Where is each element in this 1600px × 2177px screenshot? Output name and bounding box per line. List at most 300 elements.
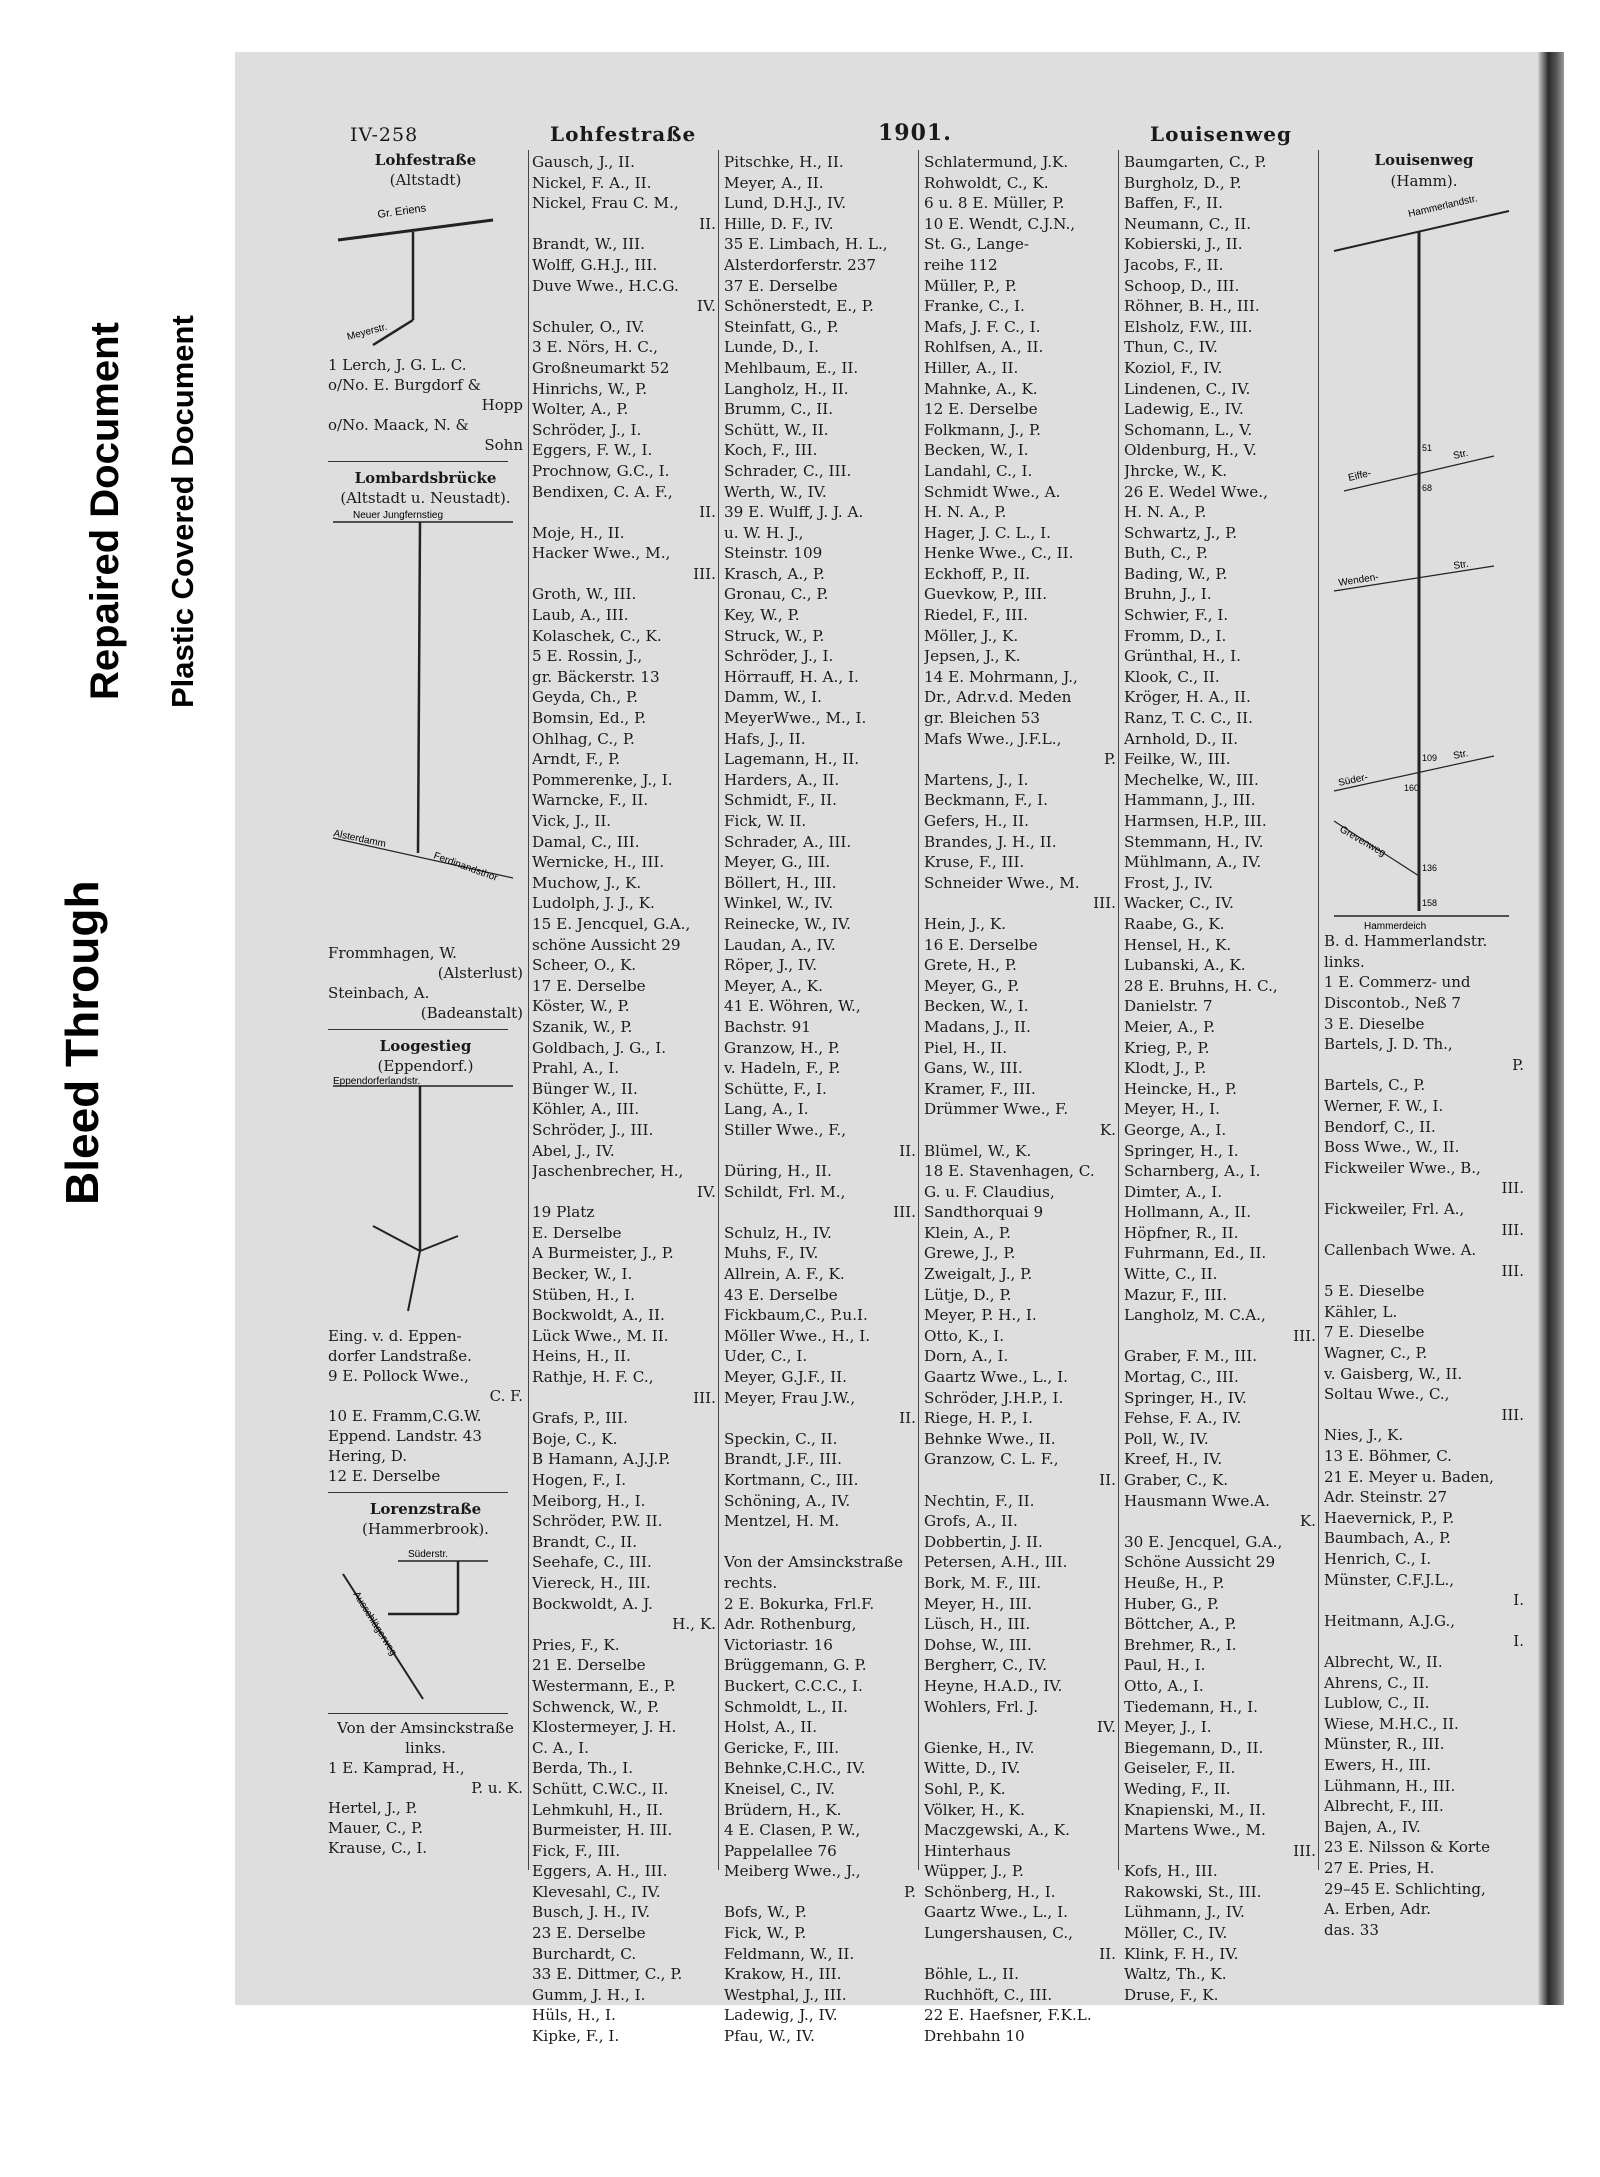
list-item: Haevernick, P., P. [1324,1508,1455,1527]
list-item: P. u. K. [471,1779,523,1797]
list-item: Heincke, H., P. [1124,1079,1237,1098]
list-item: Beckmann, F., I. [924,791,1049,810]
list-item: Meyer, G., III. [724,853,831,872]
list-item: 21 E. Meyer u. Baden, [1324,1467,1494,1486]
list-item: Koch, F., III. [724,441,818,460]
list-item: Langholz, M. C.A., [1124,1306,1266,1325]
lohfestrasse-title: Lohfestraße [374,151,477,169]
list-item: Stiller Wwe., F., [724,1120,847,1139]
column-rule [1118,150,1119,1870]
list-item: Fickweiler Wwe., B., [1324,1158,1481,1177]
list-item: Bading, W., P. [1124,564,1228,583]
list-item: C. A., I. [532,1738,590,1757]
list-item: Gaartz Wwe., L., I. [924,1903,1068,1922]
list-item: Behnke Wwe., II. [924,1429,1056,1448]
list-item: 1 Lerch, J. G. L. C. [328,356,467,374]
map-number: 51 [1422,443,1433,454]
list-item: Riedel, F., III. [924,606,1028,625]
map-label: Grevenweg [1337,824,1388,860]
list-item: Lück Wwe., M. II. [532,1326,669,1345]
list-item: George, A., I. [1124,1120,1227,1139]
list-item: Völker, H., K. [924,1800,1025,1819]
list-item: Bomsin, Ed., P. [532,709,647,728]
list-item: Ladewig, E., IV. [1124,400,1244,419]
list-item: Buckert, C.C.C., I. [724,1676,863,1695]
list-item: 41 E. Wöhren, W., [724,997,861,1016]
list-item: Meyer, H., III. [924,1594,1032,1613]
list-item: Kortmann, C., III. [724,1471,859,1489]
list-item: Fick, W., P. [724,1924,807,1943]
list-item: Nickel, F. A., II. [532,173,652,192]
list-item: Brüggemann, G. P. [724,1656,867,1675]
list-item: P. [1104,750,1116,769]
list-item: Otto, K., I. [924,1326,1005,1345]
louisenweg-title: Louisenweg [1374,151,1474,169]
list-item: Wagner, C., P. [1324,1344,1428,1363]
list-item: Callenbach Wwe. A. [1324,1241,1477,1260]
map-number: 109 [1422,753,1438,764]
list-item: Bockwoldt, A., II. [532,1306,665,1325]
list-item: Wernicke, H., III. [532,853,665,872]
list-item: 22 E. Haefsner, F.K.L. [924,2006,1092,2025]
list-item: Frost, J., IV. [1124,873,1214,892]
list-item: 16 E. Derselbe [924,935,1038,954]
list-item: rechts. [724,1573,778,1592]
list-item: Klook, C., II. [1124,667,1220,686]
list-item: Reinecke, W., IV. [724,914,851,933]
list-item: Petersen, A.H., III. [924,1553,1068,1572]
section-divider [328,461,508,462]
list-item: Hinrichs, W., P. [532,379,648,398]
list-item: Fickbaum,C., P.u.I. [724,1306,868,1325]
list-item: H. N. A., P. [1124,503,1207,522]
list-item: Grete, H., P. [924,956,1017,975]
list-item: Fick, W. II. [724,812,807,830]
list-item: Langholz, H., II. [724,379,849,398]
section-divider [328,1492,508,1493]
list-item: Eppend. Landstr. 43 [328,1427,482,1445]
list-item: Scharnberg, A., I. [1124,1162,1261,1181]
list-item: Großneumarkt 52 [532,358,670,377]
resident-column-4 [1124,152,1316,2005]
list-item: (Alsterlust) [437,964,523,982]
list-item: I. [1513,1591,1524,1610]
list-item: II. [1099,1944,1116,1963]
list-item: Bartels, C., P. [1324,1076,1426,1095]
list-item: Rakowski, St., III. [1124,1882,1262,1901]
list-item: Wolter, A., P. [532,400,629,419]
list-item: Wacker, C., IV. [1124,894,1234,913]
list-item: Röper, J., IV. [724,956,818,975]
list-item: Münster, C.F.J.L., [1324,1570,1455,1589]
list-item: 4 E. Clasen, P. W., [724,1821,861,1840]
list-item: Burgholz, D., P. [1124,173,1242,192]
list-item: MeyerWwe., M., I. [724,709,867,728]
list-item: Böllert, H., III. [724,873,837,892]
list-item: P. [904,1882,916,1901]
list-item: H., K. [672,1615,716,1634]
map-label: Gr. Eriens [376,202,427,221]
list-item: Dobbertin, J. II. [924,1532,1043,1551]
list-item: Guevkow, P., III. [924,585,1048,604]
list-item: Schoop, D., III. [1124,276,1240,295]
louisenweg-map [1324,191,1524,931]
list-item: Meyer, P. H., I. [924,1306,1037,1325]
list-item: 5 E. Dieselbe [1324,1282,1425,1301]
list-item: Geyda, Ch., P. [532,688,638,707]
list-item: Werth, W., IV. [724,482,827,501]
list-item: Lubanski, A., K. [1124,956,1246,975]
list-item: Schütte, F., I. [724,1079,827,1098]
list-item: Klevesahl, C., IV. [532,1882,661,1901]
list-item: Gausch, J., II. [532,153,635,171]
list-item: Hafs, J., II. [724,729,806,748]
list-item: Mehlbaum, E., II. [724,358,859,377]
list-item: Lehmkuhl, H., II. [532,1800,664,1819]
list-item: Schröder, P.W. II. [532,1512,663,1531]
list-item: Nies, J., K. [1324,1426,1404,1445]
list-item: Martens Wwe., M. [1124,1821,1266,1840]
list-item: Holst, A., II. [724,1718,818,1737]
list-item: o/No. E. Burgdorf & [328,376,481,394]
list-item: Jepsen, J., K. [924,647,1021,666]
list-item: Sohl, P., K. [924,1779,1006,1798]
list-item: Hopp [481,396,523,414]
list-item: Gericke, F., III. [724,1738,840,1757]
list-item: Mentzel, H. M. [724,1512,840,1531]
list-item: Hammann, J., III. [1124,791,1256,810]
list-item: Drehbahn 10 [924,2027,1025,2046]
list-item: Kneisel, C., IV. [724,1779,835,1798]
list-item: Lagemann, H., II. [724,750,860,769]
list-item: B. d. Hammerlandstr. [1324,932,1488,951]
list-item: Alsterdorferstr. 237 [724,255,877,274]
list-item: Stüben, H., I. [532,1285,635,1304]
list-item: I. [1513,1632,1524,1651]
list-item: III. [893,1203,916,1222]
list-item: St. G., Lange- [924,235,1029,254]
list-item: Boje, C., K. [532,1429,618,1448]
list-item: gr. Bleichen 53 [924,709,1041,728]
list-item: Grafs, P., III. [532,1409,628,1428]
list-item: Viereck, H., III. [532,1573,651,1592]
list-item: Otto, A., I. [1124,1676,1204,1695]
list-item: Lunde, D., I. [724,338,819,357]
loogestieg-map [328,1076,523,1321]
list-item: Meiberg Wwe., J., [724,1862,861,1881]
list-item: Danielstr. 7 [1124,997,1213,1016]
list-item: 28 E. Bruhns, H. C., [1124,976,1278,995]
list-item: Von der Amsinckstraße [337,1719,514,1737]
list-item: Münster, R., III. [1324,1735,1445,1754]
list-item: Abel, J., IV. [532,1141,615,1160]
list-item: Hein, J., K. [924,914,1007,933]
list-item: 14 E. Mohrmann, J., [924,667,1078,686]
list-item: Knapienski, M., II. [1124,1800,1266,1819]
list-item: Hiller, A., II. [924,358,1019,377]
list-item: Graber, C., K. [1124,1471,1229,1489]
list-item: 9 E. Pollock Wwe., [328,1367,469,1385]
list-item: Henke Wwe., C., II. [924,544,1074,563]
list-item: Jhrcke, W., K. [1124,461,1228,480]
map-label: Meyerstr. [345,321,389,343]
list-item: 23 E. Derselbe [532,1924,646,1943]
list-item: Gans, W., III. [924,1059,1023,1078]
list-item: Fick, F., III. [532,1841,621,1860]
side-labels-panel [0,0,235,2177]
list-item: Henrich, C., I. [1324,1550,1432,1568]
list-item: Kröger, H. A., II. [1124,688,1251,707]
list-item: Schütt, W., II. [724,420,829,439]
list-item: Dimter, A., I. [1124,1182,1223,1201]
list-item: Oldenburg, H., V. [1124,441,1257,460]
map-label: Hammerlandstr. [1407,193,1479,221]
list-item: Damm, W., I. [724,688,822,707]
list-item: Becker, W., I. [532,1265,633,1284]
list-item: Jaschenbrecher, H., [532,1162,684,1181]
list-item: Klostermeyer, J. H. [532,1718,677,1737]
list-item: Thun, C., IV. [1124,338,1218,357]
list-item: III. [1293,1841,1316,1860]
list-item: Kreef, H., IV. [1124,1450,1223,1469]
column-rule [718,150,719,1870]
list-item: Ludolph, J. J., K. [532,894,655,913]
list-item: 12 E. Derselbe [924,400,1038,419]
list-item: IV. [1096,1718,1116,1737]
list-item: Klein, A., P. [924,1223,1011,1242]
list-item: Kruse, F., III. [924,853,1025,872]
list-item: Druse, F., K. [1124,1985,1219,2004]
list-item: 21 E. Derselbe [532,1656,646,1675]
list-item: Rohwoldt, C., K. [924,173,1049,192]
list-item: Bachstr. 91 [724,1017,811,1036]
list-item: 43 E. Derselbe [724,1285,838,1304]
section-divider [328,1713,508,1714]
list-item: Zweigalt, J., P. [924,1265,1033,1284]
list-item: Brumm, C., II. [724,400,834,419]
list-item: Wiese, M.H.C., II. [1324,1714,1459,1733]
list-item: Schrader, A., III. [724,832,852,851]
list-item: Feldmann, W., II. [724,1944,855,1963]
list-item: H. N. A., P. [924,503,1007,522]
list-item: Gefers, H., II. [924,812,1029,830]
list-item: Frommhagen, W. [328,944,457,962]
list-item: Ahrens, C., II. [1324,1673,1430,1692]
list-item: v. Hadeln, F., P. [724,1059,841,1078]
list-item: 17 E. Derselbe [532,976,646,995]
list-item: Bajen, A., IV. [1324,1817,1421,1836]
lombardsbruecke-title: Lombardsbrücke [354,469,497,487]
list-item: Schmidt, F., II. [724,791,837,810]
page-number: IV-258 [350,124,419,146]
list-item: Arndt, F., P. [532,750,621,769]
list-item: Pfau, W., IV. [724,2027,815,2046]
list-item: 13 E. Böhmer, C. [1324,1447,1452,1466]
list-item: Mühlmann, A., IV. [1124,853,1262,872]
list-item: Speckin, C., II. [724,1429,838,1448]
list-item: Blümel, W., K. [924,1141,1032,1160]
list-item: Schmoldt, L., II. [724,1697,848,1716]
list-item: Damal, C., III. [532,832,640,851]
list-item: Hering, D. [328,1447,407,1465]
list-item: Neumann, C., II. [1124,214,1252,233]
list-item: Waltz, Th., K. [1124,1965,1227,1984]
list-item: 7 E. Dieselbe [1324,1323,1425,1342]
list-item: Maczgewski, A., K. [924,1821,1070,1840]
list-item: Werner, F. W., I. [1324,1096,1444,1115]
list-item: Jacobs, F., II. [1124,255,1224,274]
list-item: 26 E. Wedel Wwe., [1124,482,1268,501]
list-item: Pitschke, H., II. [724,153,844,171]
list-item: Raabe, G., K. [1124,914,1225,933]
list-item: E. Derselbe [532,1223,622,1242]
list-item: Böhle, L., II. [924,1965,1019,1984]
list-item: (Badeanstalt) [420,1004,523,1022]
list-item: Muchow, J., K. [532,873,642,892]
map-label: Neuer Jungfernstieg [353,510,444,521]
list-item: Huber, G., P. [1124,1594,1220,1613]
list-item: II. [1099,1471,1116,1489]
list-item: Seehafe, C., III. [532,1553,652,1572]
list-item: Becken, W., I. [924,441,1029,460]
map-label: Ausschlägerweg [350,1589,399,1658]
list-item: 5 E. Rossin, J., [532,647,643,666]
list-item: Grofs, A., II. [924,1512,1018,1531]
list-item: Pries, F., K. [532,1635,620,1654]
list-item: Bendixen, C. A. F., [532,482,673,501]
list-item: Fehse, F. A., IV. [1124,1409,1242,1428]
list-item: Hensel, H., K. [1124,935,1232,954]
list-item: Bartels, J. D. Th., [1324,1035,1453,1054]
list-item: Schwenck, W., P. [532,1697,660,1716]
list-item: Paul, H., I. [1124,1656,1206,1675]
list-item: Stemmann, H., IV. [1124,832,1264,851]
list-item: Steinfatt, G., P. [724,317,839,336]
list-item: Arnhold, D., II. [1124,729,1239,748]
list-item: Lühmann, H., III. [1324,1776,1456,1795]
list-item: v. Gaisberg, W., II. [1324,1364,1463,1383]
list-item: Brandt, J.F., III. [724,1450,842,1469]
list-item: Bendorf, C., II. [1324,1117,1436,1136]
list-item: IV. [696,1182,716,1201]
list-item: u. W. H. J., [724,523,804,542]
list-item: Riege, H. P., I. [924,1409,1033,1428]
map-label: Str. [1452,748,1470,763]
resident-column-2 [724,152,916,2047]
list-item: Steinstr. 109 [724,544,823,563]
list-item: Böttcher, A., P. [1124,1615,1237,1634]
list-item: Tiedemann, H., I. [1124,1697,1258,1716]
list-item: Martens, J., I. [924,770,1029,789]
lombardsbruecke-subtitle: (Altstadt u. Neustadt). [340,489,511,507]
list-item: Westermann, E., P. [532,1676,676,1695]
list-item: 3 E. Nörs, H. C., [532,338,659,357]
list-item: Landahl, C., I. [924,461,1033,480]
list-item: Krieg, P., P. [1124,1038,1210,1057]
list-item: Elsholz, F.W., III. [1124,317,1253,336]
map-label: Süder- [1337,772,1369,790]
list-item: III. [1093,894,1116,913]
list-item: Hausmann Wwe.A. [1124,1491,1270,1510]
list-item: Madans, J., II. [924,1017,1031,1036]
list-item: Gronau, C., P. [724,585,829,604]
list-item: Schulz, H., IV. [724,1223,832,1242]
repaired-document-label: Repaired Document [83,322,127,700]
map-number: 160 [1404,783,1420,794]
list-item: Schönerstedt, E., P. [724,297,874,316]
list-item: Meyer, A., II. [724,173,824,192]
map-label: Str. [1452,558,1470,573]
list-item: Grewe, J., P. [924,1244,1016,1263]
list-item: 37 E. Derselbe [724,276,838,295]
list-item: Fickweiler, Frl. A., [1324,1199,1465,1218]
list-item: Bofs, W., P. [724,1903,807,1922]
list-item: P. [1512,1055,1524,1074]
list-item: Geiseler, F., II. [1124,1759,1236,1778]
list-item: Graber, F. M., III. [1124,1347,1258,1366]
list-item: Poll, W., IV. [1124,1429,1209,1448]
list-item: Möller, C., IV. [1124,1924,1228,1943]
list-item: Krause, C., I. [328,1839,428,1857]
list-item: Eggers, F. W., I. [532,441,653,460]
list-item: Röhner, B. H., III. [1124,297,1260,316]
list-item: Mechelke, W., III. [1124,770,1259,789]
column-rule [918,150,919,1870]
list-item: gr. Bäckerstr. 13 [532,667,660,686]
list-item: Prahl, A., I. [532,1059,620,1078]
list-item: Adr. Steinstr. 27 [1324,1488,1448,1507]
lorenzstrasse-subtitle: (Hammerbrook). [362,1520,489,1538]
list-item: 39 E. Wulff, J. J. A. [724,503,864,522]
list-item: links. [405,1739,446,1757]
list-item: Victoriastr. 16 [724,1635,833,1654]
map-label: Eppendorferlandstr. [333,1076,421,1087]
list-item: Schwier, F., I. [1124,606,1229,625]
list-item: Busch, J. H., IV. [532,1903,651,1922]
list-item: Klink, F. H., IV. [1124,1944,1239,1963]
list-item: Schneider Wwe., M. [924,873,1080,892]
list-item: Krasch, A., P. [724,564,825,583]
list-item: Klodt, J., P. [1124,1059,1207,1078]
list-item: Adr. Rothenburg, [724,1615,857,1634]
header-street-right: Louisenweg [1150,122,1292,146]
list-item: Schuler, O., IV. [532,317,645,336]
list-item: Albrecht, F., III. [1324,1797,1444,1816]
lorenzstrasse-map [328,1539,523,1704]
list-item: Hertel, J., P. [328,1799,418,1817]
list-item: o/No. Maack, N. & [328,416,469,434]
list-item: Rathje, H. F. C., [532,1368,654,1387]
list-item: III. [1293,1326,1316,1345]
list-item: 3 E. Dieselbe [1324,1014,1425,1033]
list-item: Prochnow, G.C., I. [532,461,670,480]
list-item: Burchardt, C. [532,1944,637,1963]
list-item: Ewers, H., III. [1324,1755,1431,1774]
list-item: Baumgarten, C., P. [1124,153,1267,171]
loogestieg-subtitle: (Eppendorf.) [377,1057,474,1075]
list-item: Boss Wwe., W., II. [1324,1138,1460,1157]
list-item: Franke, C., I. [924,297,1025,316]
list-item: Hinterhaus [924,1841,1011,1860]
list-item: Lungershausen, C., [924,1924,1073,1943]
list-item: 6 u. 8 E. Müller, P. [924,194,1065,213]
list-item: Mauer, C., P. [328,1819,423,1837]
list-item: Meyer, Frau J.W., [724,1388,856,1407]
list-item: Bergherr, C., IV. [924,1656,1048,1675]
list-item: Brehmer, R., I. [1124,1635,1237,1654]
list-item: Hollmann, A., II. [1124,1203,1252,1222]
list-item: Berda, Th., I. [532,1759,634,1778]
